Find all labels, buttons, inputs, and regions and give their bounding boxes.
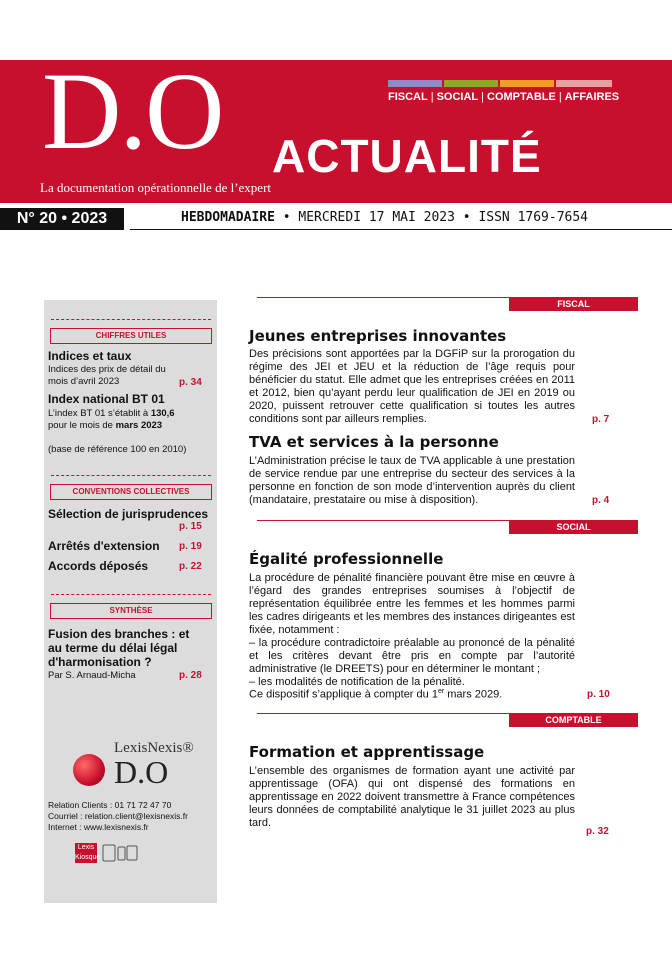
section-tag-comptable: COMPTABLE — [509, 713, 638, 727]
category-fiscal: FISCAL — [388, 91, 428, 103]
section-tag-social: SOCIAL — [509, 520, 638, 534]
indices-page[interactable]: p. 34 — [179, 377, 202, 388]
category-social: SOCIAL — [436, 91, 479, 103]
brand-logo: D.O — [42, 50, 223, 172]
bt01-title: Index national BT 01 — [48, 392, 165, 406]
article-page-ref[interactable]: p. 32 — [586, 826, 609, 837]
article-body: L’Administration précise le taux de TVA applicable à une prestation de service rendue par une entreprise du secteur des services à la personne en fonction de son mode d’intervention auprès du client (mandataire, prestataire ou mise à disposition). — [249, 455, 575, 506]
category-color-affaires — [556, 80, 612, 87]
convention-item-label: Arrêtés d'extension — [48, 539, 160, 553]
edition-date: MERCREDI 17 MAI 2023 — [298, 210, 455, 225]
edition-line: HEBDOMADAIRE • MERCREDI 17 MAI 2023 • ISSN 1769-7654 — [181, 210, 589, 225]
category-color-comptable — [500, 80, 554, 87]
category-list: FISCAL | SOCIAL | COMPTABLE | AFFAIRES — [388, 91, 620, 103]
lexis-kiosque-icon[interactable]: Lexis Kiosque — [75, 844, 101, 861]
issue-number: N° 20 • 2023 — [0, 208, 124, 230]
article-title: Formation et apprentissage — [249, 743, 485, 761]
bt01-text: L’index BT 01 s’établit à 130,6 pour le mois de mars 2023 — [48, 408, 175, 431]
article-title: Égalité professionnelle — [249, 550, 444, 568]
section-tag-fiscal: FISCAL — [509, 297, 638, 311]
bt01-note: (base de référence 100 en 2010) — [48, 444, 187, 455]
indices-text: Indices des prix de détail du mois d’avril 2023 — [48, 364, 166, 387]
synthese-page[interactable]: p. 28 — [179, 670, 202, 681]
category-affaires: AFFAIRES — [564, 91, 620, 103]
devices-icon — [102, 843, 138, 863]
category-color-social — [444, 80, 498, 87]
article-page-ref[interactable]: p. 10 — [587, 689, 610, 700]
article-title: Jeunes entreprises innovantes — [249, 327, 507, 345]
article-body: La procédure de pénalité financière pouvant être mise en œuvre à l’égard des grandes entreprises soumises à l’objectif de représentation équilibrée entre les femmes et les hommes parmi les cadres dirigeants et les membres des instances dirigeantes est fixée, notamment : – la procédure contradictoire préalable au prononcé de la pénalité et les critères devant être pris en compte par l’autorité administrative (le DREETS) pour en déterminer le montant ; – les modalités de notification de la pénalité. — [249, 572, 575, 688]
bt01-value: 130,6 — [150, 408, 175, 419]
article-body: Des précisions sont apportées par la DGFiP sur la prorogation du régime des JEI et JEU et la réduction de l’âge requis pour bénéficier du statut. Elle admet que les entreprises créées en 2011 et 2012, bien qu’ayant perdu leur qualification de JEI en 2019 ou 2020, puissent retrouver cette qualification si toutes les autres conditions sont par ailleurs remplies. — [249, 348, 575, 425]
article-page-ref[interactable]: p. 4 — [592, 495, 610, 506]
convention-item-page[interactable]: p. 22 — [179, 561, 202, 572]
issn: ISSN 1769-7654 — [478, 210, 589, 225]
brand-subtitle: ACTUALITÉ — [272, 130, 542, 182]
edition-type: HEBDOMADAIRE — [181, 210, 275, 225]
synthese-author: Par S. Arnaud-Micha — [48, 670, 136, 681]
sidebar-heading-synthese: SYNTHÈSE — [50, 603, 212, 619]
article-body: L’ensemble des organismes de formation ayant une activité par apprentissage (OFA) qui ont dispensé des formations en apprentissage en 2022 doivent transmettre à France compétences leurs données de comptabilité analytique le 31 juillet 2023 au plus tard. — [249, 765, 575, 829]
convention-item-label: Sélection de jurisprudences — [48, 507, 209, 521]
header-rule — [130, 229, 672, 230]
contact-web[interactable]: Internet : www.lexisnexis.fr — [48, 822, 149, 832]
article-page-ref[interactable]: p. 7 — [592, 414, 610, 425]
article-last-line: Ce dispositif s’applique à compter du 1er mars 2029. — [249, 688, 503, 701]
convention-item-page[interactable]: p. 19 — [179, 541, 202, 552]
contact-phone: Relation Clients : 01 71 72 47 70 — [48, 800, 172, 810]
synthese-title: Fusion des branches : et au terme du délai légal d'harmonisation ? — [48, 627, 190, 669]
article-title: TVA et services à la personne — [249, 433, 499, 451]
indices-title: Indices et taux — [48, 349, 132, 363]
category-comptable: COMPTABLE — [487, 91, 556, 103]
contact-email[interactable]: Courriel : relation.client@lexisnexis.fr — [48, 811, 188, 821]
do-logo: D.O — [114, 754, 169, 790]
convention-item-label: Accords déposés — [48, 559, 149, 573]
lexisnexis-sphere-icon — [73, 754, 105, 786]
bt01-month: mars 2023 — [115, 420, 163, 431]
category-color-fiscal — [388, 80, 442, 87]
convention-item-page[interactable]: p. 15 — [179, 521, 202, 532]
sidebar-heading-conventions: CONVENTIONS COLLECTIVES — [50, 484, 212, 500]
lexisnexis-logo: LexisNexis® — [114, 740, 194, 756]
sidebar-heading-chiffres: CHIFFRES UTILES — [50, 328, 212, 344]
tagline: La documentation opérationnelle de l’expert — [40, 180, 272, 195]
